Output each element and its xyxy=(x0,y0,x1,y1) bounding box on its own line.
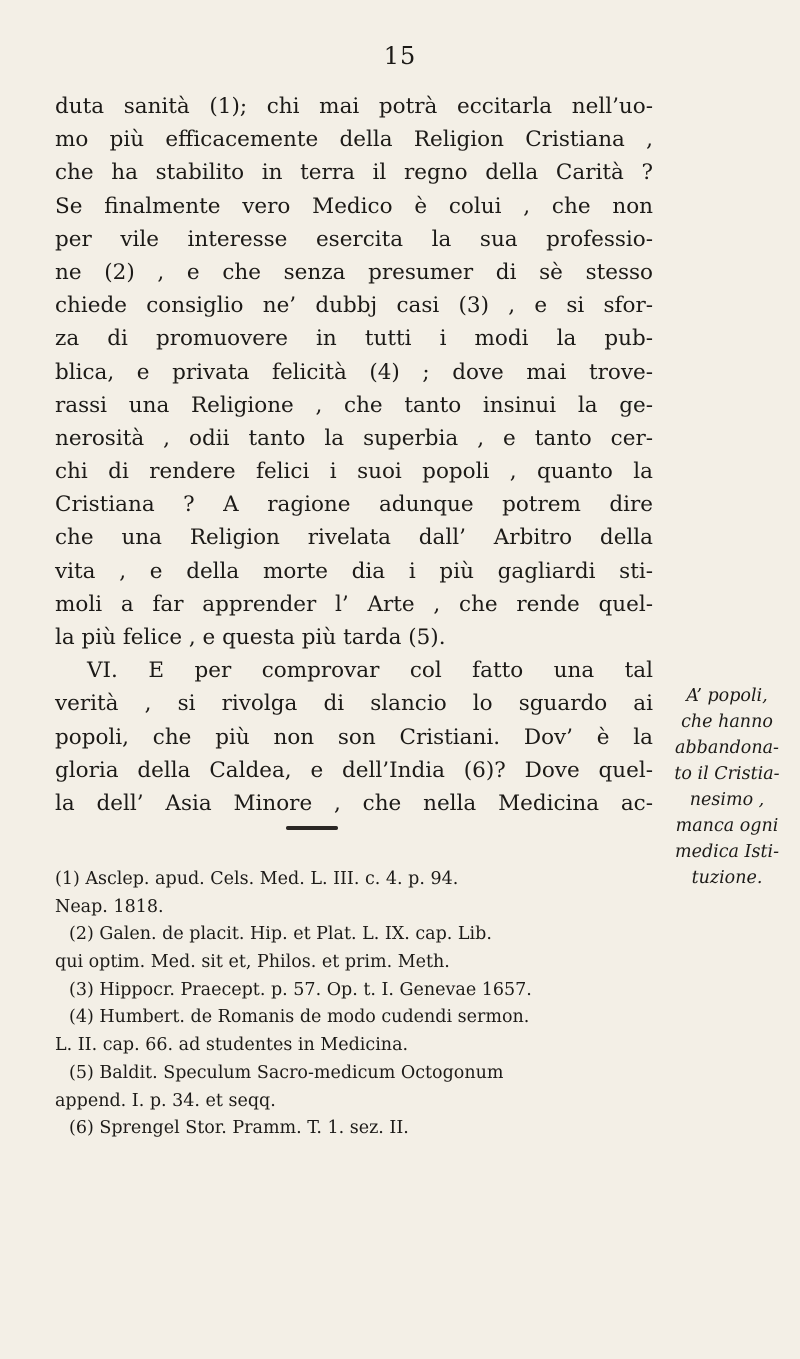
margin-note xyxy=(662,683,792,891)
footnote-divider xyxy=(286,826,338,830)
text-line: la più felice , e questa più tarda (5). xyxy=(55,625,446,650)
page-number: 15 xyxy=(383,42,417,70)
footnote-line: (5) Baldit. Speculum Sacro-medicum Octogonum xyxy=(69,1062,504,1083)
margin-note-line: A’ popoli, xyxy=(686,686,768,706)
footnotes xyxy=(55,866,755,1143)
text-line: Se finalmente vero Medico è colui , che non xyxy=(55,193,653,219)
text-line: duta sanità (1); chi mai potrà eccitarla nell’uo- xyxy=(55,94,653,119)
margin-note-line: to il Cristia- xyxy=(674,764,780,784)
text-line: gloria della Caldea, e dell’India (6)? Dove quel- xyxy=(55,757,653,783)
text-line: ne (2) , e che senza presumer di sè stesso xyxy=(55,259,653,285)
margin-note-line: manca ogni xyxy=(675,816,779,836)
text-line: Cristiana ? A ragione adunque potrem dire xyxy=(55,492,653,518)
text-line: chi di rendere felici i suoi popoli , quanto la xyxy=(55,459,653,485)
footnote-line: (6) Sprengel Stor. Pramm. T. 1. sez. II. xyxy=(69,1118,409,1139)
text-line: blica, e privata felicità (4) ; dove mai trove- xyxy=(55,359,653,385)
text-line: mo più efficacemente della Religion Cristiana , xyxy=(55,127,653,153)
margin-note-line: che hanno xyxy=(681,712,773,732)
text-line: chiede consiglio ne’ dubbj casi (3) , e si sfor- xyxy=(55,293,653,319)
margin-note-line: nesimo , xyxy=(689,790,765,810)
footnote-line: L. II. cap. 66. ad studentes in Medicina. xyxy=(55,1035,409,1056)
footnote-line: (3) Hippocr. Praecept. p. 57. Op. t. I. Genevae 1657. xyxy=(69,979,532,1000)
footnote-line: append. I. p. 34. et seqq. xyxy=(55,1090,276,1111)
text-line: za di promuovere in tutti i modi la pub- xyxy=(55,326,653,352)
footnote-line: (4) Humbert. de Romanis de modo cudendi sermon. xyxy=(69,1007,530,1028)
text-line: che ha stabilito in terra il regno della Carità ? xyxy=(55,160,653,186)
text-line: per vile interesse esercita la sua professio- xyxy=(55,226,653,252)
text-line: moli a far apprender l’ Arte , che rende quel- xyxy=(55,591,653,617)
text-line: la dell’ Asia Minore , che nella Medicina ac- xyxy=(55,790,653,816)
footnote-line: (2) Galen. de placit. Hip. et Plat. L. IX. cap. Lib. xyxy=(69,924,492,945)
text-line: che una Religion rivelata dall’ Arbitro della xyxy=(55,525,653,551)
margin-note-line: tuzione. xyxy=(691,868,763,888)
footnote-line: (1) Asclep. apud. Cels. Med. L. III. c. 4. p. 94. xyxy=(55,869,459,889)
text-line: popoli, che più non son Cristiani. Dov’ è la xyxy=(55,724,653,750)
text-line: verità , si rivolga di slancio lo sguardo ai xyxy=(55,691,653,717)
text-line: nerosità , odii tanto la superbia , e tanto cer- xyxy=(55,425,653,451)
margin-note-line: medica Isti- xyxy=(675,842,779,862)
text-line: vita , e della morte dia i più gagliardi sti- xyxy=(55,558,653,584)
main-text xyxy=(55,90,653,820)
footnote-line: qui optim. Med. sit et, Philos. et prim. Meth. xyxy=(55,952,450,973)
text-line: rassi una Religione , che tanto insinui la ge- xyxy=(55,392,653,418)
margin-note-line: abbandona- xyxy=(675,738,779,758)
footnote-line: Neap. 1818. xyxy=(55,896,164,917)
section-start-line: VI. E per comprovar col fatto una tal xyxy=(87,658,653,684)
